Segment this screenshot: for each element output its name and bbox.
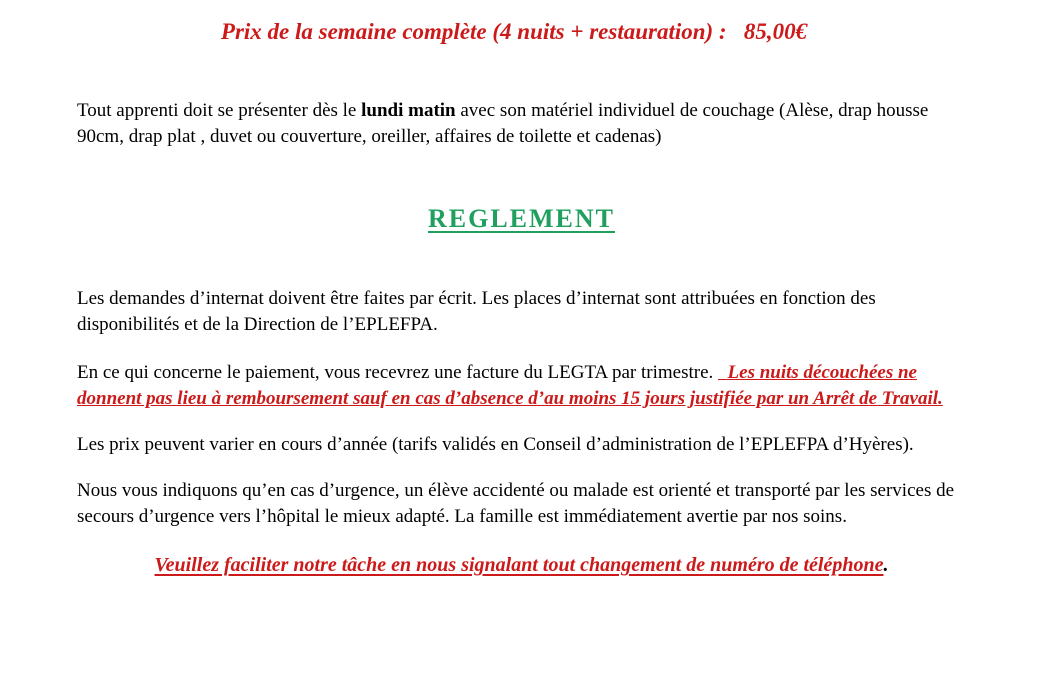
footer-notice-period: . xyxy=(883,554,889,576)
intro-paragraph xyxy=(77,98,966,150)
rule-prix-paragraph: Les prix peuvent varier en cours d’année (tarifs validés en Conseil d’administration de l’EPLEFPA d’Hyères). xyxy=(77,434,914,455)
intro-text-bold: lundi matin xyxy=(361,100,456,121)
paiement-text-red-warning: Les nuits découchées ne donnent pas lieu à remboursement sauf en cas d’absence d’au moins 15 jours justifiée par un Arrêt de Travail. xyxy=(77,362,943,409)
intro-text-before: Tout apprenti doit se présenter dès le xyxy=(77,100,362,121)
footer-notice-red-text: Veuillez faciliter notre tâche en nous signalant tout changement de numéro de téléphone xyxy=(154,554,884,576)
rule-paiement-paragraph xyxy=(77,360,966,412)
rule-urgence-paragraph: Nous vous indiquons qu’en cas d’urgence, un élève accidenté ou malade est orienté et transporté par les services de secours d’urgence vers l’hôpital le mieux adapté. La famille est immédiatement avertie par nos soins. xyxy=(77,480,955,527)
footer-notice xyxy=(77,552,966,578)
paiement-text-normal: En ce qui concerne le paiement, vous recevrez une facture du LEGTA par trimestre. xyxy=(77,362,719,383)
intro-text-after: avec son matériel individuel de couchage (Alèse, drap housse 90cm, drap plat , duvet ou couverture, oreiller, affaires de toilette et cadenas) xyxy=(77,100,929,147)
price-title: Prix de la semaine complète (4 nuits + restauration) : 85,00€ xyxy=(220,19,808,44)
rule-demandes-paragraph: Les demandes d’internat doivent être faites par écrit. Les places d’internat sont attribuées en fonction des disponibilités et de la Direction de l’EPLEFPA. xyxy=(77,288,876,335)
reglement-heading-text: REGLEMENT xyxy=(427,204,616,233)
reglement-heading xyxy=(77,202,966,236)
